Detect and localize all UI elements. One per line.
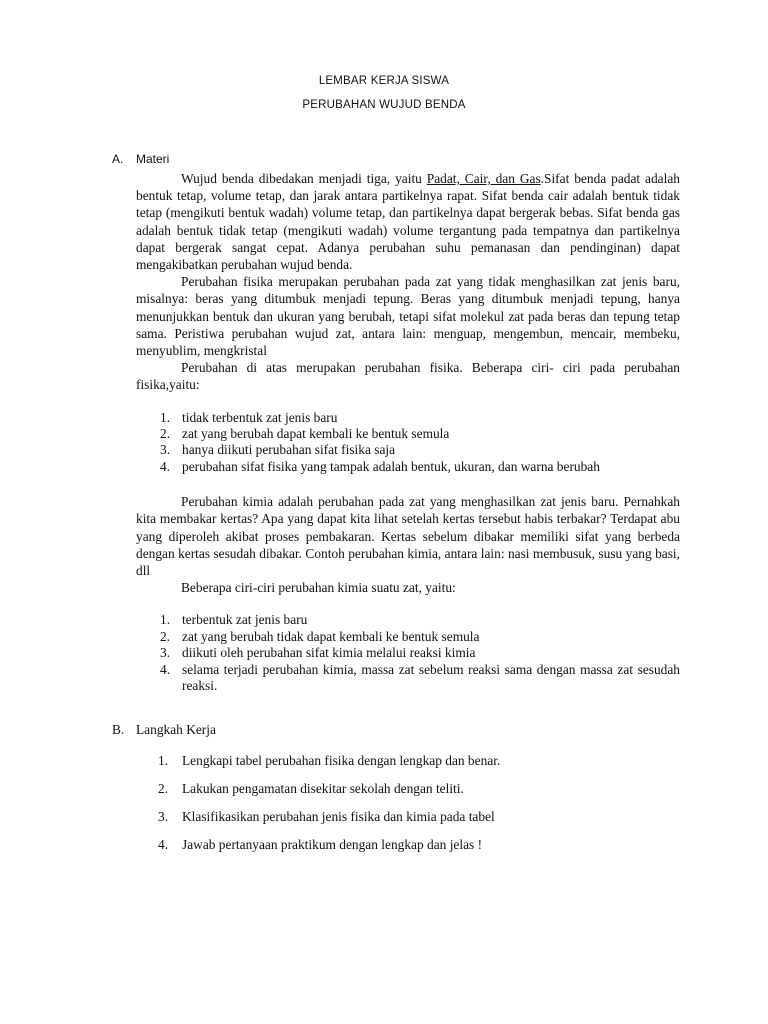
- list-number: 1.: [160, 409, 171, 425]
- list-item: [136, 442, 680, 458]
- paragraph-chemical-change: Perubahan kimia adalah perubahan pada zat yang menghasilkan zat jenis baru. Pernahkah kita membakar kertas? Apa yang dapat kita lihat setelah kertas tersebut habis terbakar? Terdapat abu yang diperoleh akibat proses pembakaran. Kertas sebelum dibakar memiliki sifat yang berbeda dengan kertas sesudah dibakar. Contoh perubahan kimia, antara lain: nasi membusuk, susu yang basi, dll: [136, 494, 680, 579]
- list-number: 2.: [158, 781, 169, 796]
- list-number: 1.: [158, 753, 169, 768]
- list-item: [112, 780, 682, 808]
- list-number: 2.: [160, 628, 171, 644]
- list-item: [136, 662, 680, 695]
- section-b-title: Langkah Kerja: [136, 722, 216, 737]
- list-item: [136, 645, 680, 661]
- list-text: zat yang berubah tidak dapat kembali ke bentuk semula: [182, 628, 480, 644]
- section-b-heading: [112, 722, 682, 740]
- list-text: Lakukan pengamatan disekitar sekolah dengan teliti.: [182, 781, 464, 796]
- paragraph-chemical-traits-intro: Beberapa ciri-ciri perubahan kimia suatu zat, yaitu:: [181, 580, 456, 596]
- section-a-label: A.: [112, 152, 124, 166]
- section-a-title: Materi: [136, 152, 170, 166]
- worksheet-subtitle: PERUBAHAN WUJUD BENDA: [302, 99, 466, 111]
- list-item: [136, 629, 680, 645]
- list-item: [136, 612, 680, 628]
- section-materi: [112, 152, 682, 695]
- paragraph-states-of-matter: [136, 170, 680, 273]
- list-number: 3.: [160, 645, 171, 661]
- list-text: perubahan sifat fisika yang tampak adalah bentuk, ukuran, dan warna berubah: [182, 458, 600, 474]
- list-number: 4.: [160, 458, 171, 474]
- list-number: 1.: [160, 612, 171, 628]
- section-b-label: B.: [112, 722, 125, 737]
- list-item: [136, 410, 680, 426]
- list-text: selama terjadi perubahan kimia, massa zat sebelum reaksi sama dengan massa zat sesudah reaksi.: [182, 661, 680, 694]
- list-text: zat yang berubah dapat kembali ke bentuk semula: [182, 426, 450, 442]
- list-text: Lengkapi tabel perubahan fisika dengan lengkap dan benar.: [182, 753, 501, 768]
- list-text: terbentuk zat jenis baru: [182, 612, 308, 628]
- list-number: 3.: [160, 442, 171, 458]
- materi-body: [136, 170, 680, 695]
- list-number: 4.: [158, 837, 169, 852]
- list-number: 4.: [160, 661, 171, 677]
- list-text: hanya diikuti perubahan sifat fisika saja: [182, 442, 396, 458]
- paragraph-physical-traits-intro: Perubahan di atas merupakan perubahan fisika. Beberapa ciri- ciri pada perubahan fisika,yaitu:: [136, 360, 680, 393]
- underlined-states: Padat, Cair, dan Gas: [426, 171, 541, 186]
- list-item: [112, 836, 682, 864]
- chemical-change-traits-list: [136, 612, 680, 694]
- list-item: [112, 752, 682, 780]
- list-number: 3.: [158, 809, 169, 824]
- section-langkah-kerja: [112, 722, 682, 864]
- section-a-heading: [112, 152, 682, 170]
- paragraph-text: .Sifat benda padat adalah bentuk tetap, volume tetap, dan jarak antara partikelnya rapat. Sifat benda cair adalah bentuk tidak tetap (mengikuti bentuk wadah) volume tetap, dan partikelnya dapat bergerak bebas. Sifat benda gas adalah bentuk tidak tetap (mengikuti wadah) volume tergantung pada tempatnya dan partikelnya dapat bergerak sangat cepat. Adanya perubahan suhu pemanasan dan pendinginan) dapat mengakibatkan perubahan wujud benda.: [136, 171, 680, 273]
- paragraph-text: Wujud benda dibedakan menjadi tiga, yaitu: [181, 171, 427, 186]
- list-number: 2.: [160, 426, 171, 442]
- list-text: tidak terbentuk zat jenis baru: [182, 409, 338, 425]
- list-text: Jawab pertanyaan praktikum dengan lengkap dan jelas !: [182, 837, 483, 852]
- list-text: diikuti oleh perubahan sifat kimia melalui reaksi kimia: [182, 645, 476, 661]
- list-item: [136, 459, 680, 475]
- worksheet-title: LEMBAR KERJA SISWA: [318, 75, 450, 87]
- list-item: [136, 426, 680, 442]
- list-item: [112, 808, 682, 836]
- physical-change-traits-list: [136, 410, 680, 476]
- list-text: Klasifikasikan perubahan jenis fisika dan kimia pada tabel: [182, 809, 495, 824]
- paragraph-physical-change: Perubahan fisika merupakan perubahan pada zat yang tidak menghasilkan zat jenis baru, misalnya: beras yang ditumbuk menjadi tepung. Beras yang ditumbuk menjadi tepung, hanya menunjukkan bentuk dan ukuran yang berubah, tetapi sifat molekul zat pada beras dan tepung tetap sama. Peristiwa perubahan wujud zat, antara lain: menguap, mengembun, mencair, membeku, menyublim, mengkristal: [136, 274, 680, 359]
- work-steps-list: [112, 752, 682, 864]
